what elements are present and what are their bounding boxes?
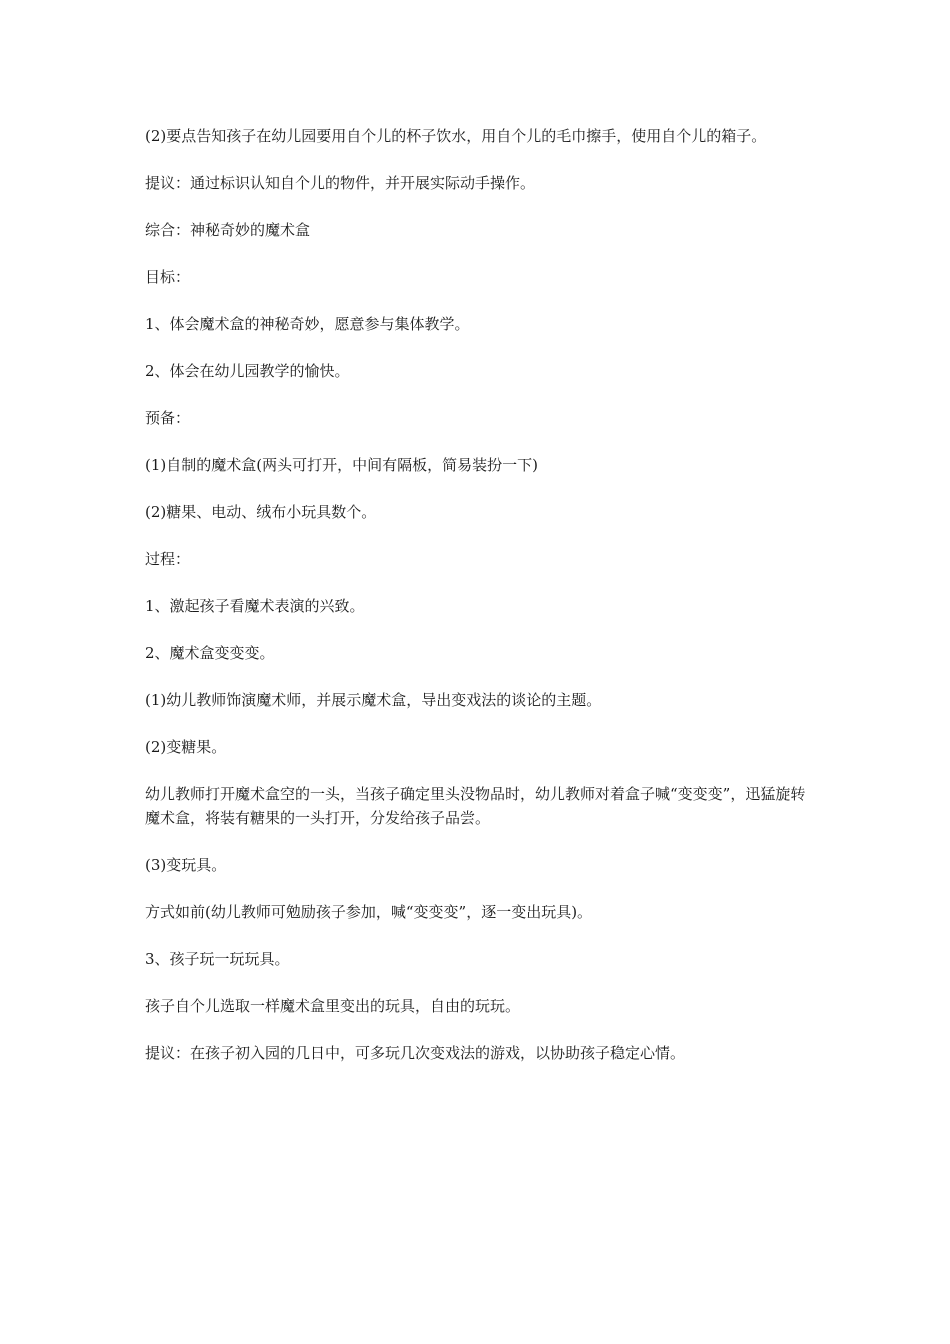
paragraph-10: 过程：	[145, 550, 191, 568]
paragraph-11: 1、激起孩子看魔术表演的兴致。	[145, 597, 365, 615]
paragraph-1: (2)要点告知孩子在幼儿园要用自个儿的杯子饮水，用自个儿的毛巾擦手，使用自个儿的箱子。	[145, 127, 767, 145]
paragraph-7: 预备：	[145, 409, 191, 427]
paragraph-17: 方式如前(幼儿教师可勉励孩子参加，喊“变变变”，逐一变出玩具)。	[145, 903, 593, 921]
paragraph-13: (1)幼儿教师饰演魔术师，并展示魔术盒，导出变戏法的谈论的主题。	[145, 691, 602, 709]
paragraph-4: 目标：	[145, 268, 191, 286]
paragraph-16: (3)变玩具。	[145, 856, 227, 874]
paragraph-12: 2、魔术盒变变变。	[145, 644, 275, 662]
paragraph-18: 3、孩子玩一玩玩具。	[145, 950, 290, 968]
paragraph-6: 2、体会在幼儿园教学的愉快。	[145, 362, 350, 380]
paragraph-15: 幼儿教师打开魔术盒空的一头，当孩子确定里头没物品时，幼儿教师对着盒子喊“变变变”，迅猛旋转魔术盒，将装有糖果的一头打开，分发给孩子品尝。	[145, 785, 806, 827]
paragraph-20: 提议：在孩子初入园的几日中，可多玩几次变戏法的游戏，以协助孩子稳定心情。	[145, 1044, 686, 1062]
paragraph-5: 1、体会魔术盒的神秘奇妙，愿意参与集体教学。	[145, 315, 470, 333]
paragraph-9: (2)糖果、电动、绒布小玩具数个。	[145, 503, 377, 521]
paragraph-8: (1)自制的魔术盒(两头可打开，中间有隔板，简易装扮一下)	[145, 456, 538, 474]
paragraph-2: 提议：通过标识认知自个儿的物件，并开展实际动手操作。	[145, 174, 536, 192]
paragraph-14: (2)变糖果。	[145, 738, 227, 756]
document-body	[145, 124, 815, 1088]
paragraph-3: 综合：神秘奇妙的魔术盒	[145, 221, 311, 239]
paragraph-19: 孩子自个儿选取一样魔术盒里变出的玩具，自由的玩玩。	[145, 997, 521, 1015]
